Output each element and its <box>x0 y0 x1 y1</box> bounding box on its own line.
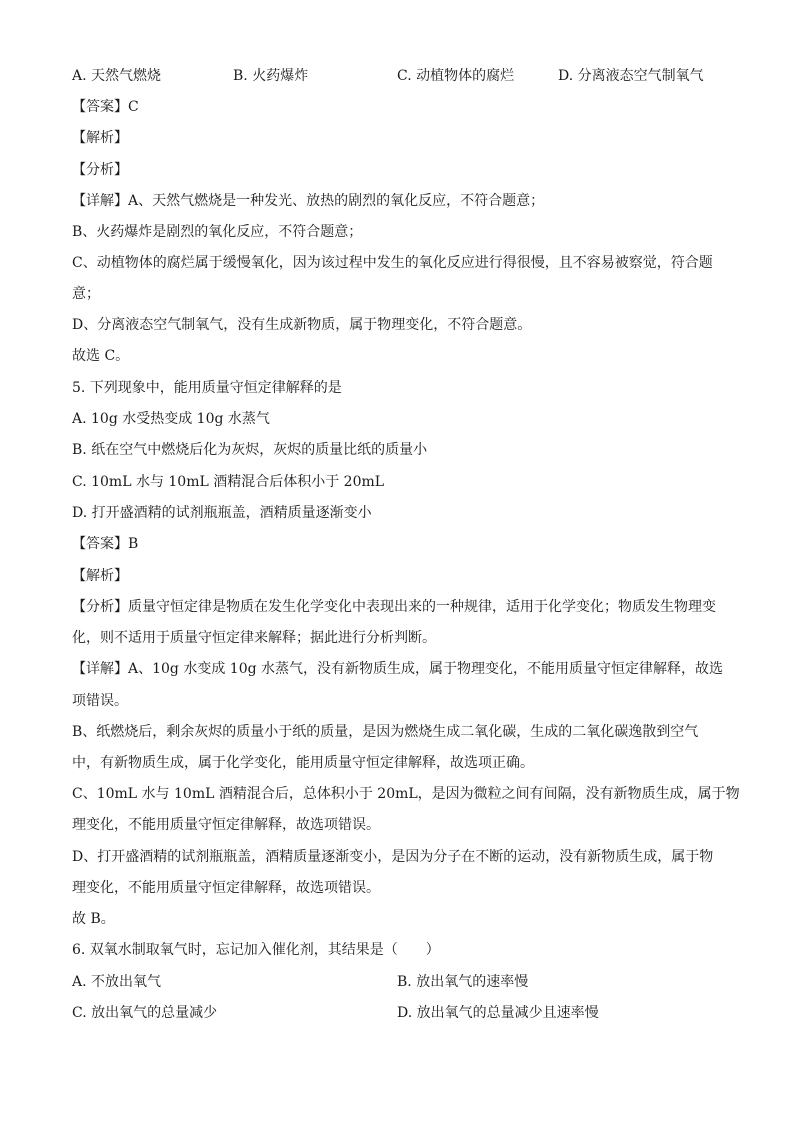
q4-fenxi-heading: 【分析】 <box>72 162 128 178</box>
q5-option-d: D. 打开盛酒精的试剂瓶瓶盖，酒精质量逐渐变小 <box>72 505 372 521</box>
q5-option-a: A. 10g 水受热变成 10g 水蒸气 <box>72 411 270 427</box>
q5-xiangjie-d-line-1: D、打开盛酒精的试剂瓶瓶盖，酒精质量逐渐变小，是因为分子在不断的运动，没有新物质生成，属于物 <box>72 849 714 865</box>
q6-option-a: A. 不放出氧气 <box>72 974 162 990</box>
q4-option-a: A. 天然气燃烧 <box>72 68 162 84</box>
q4-option-c: C. 动植物体的腐烂 <box>397 68 515 84</box>
q4-xiangjie-line-1: 【详解】A、天然气燃烧是一种发光、放热的剧烈的氧化反应，不符合题意； <box>72 193 545 209</box>
q5-option-b: B. 纸在空气中燃烧后化为灰烬，灰烬的质量比纸的质量小 <box>72 442 428 458</box>
q5-xiangjie-b-line-1: B、纸燃烧后，剩余灰烬的质量小于纸的质量，是因为燃烧生成二氧化碳，生成的二氧化碳逸散到空气 <box>72 724 699 740</box>
q5-fenxi-line-1: 【分析】质量守恒定律是物质在发生化学变化中表现出来的一种规律，适用于化学变化；物质发生物理变 <box>72 599 716 615</box>
q4-conclusion: 故选 C。 <box>72 348 130 364</box>
q5-jiexi-heading: 【解析】 <box>72 568 128 584</box>
q5-answer: 【答案】B <box>72 536 139 552</box>
q5-stem: 5. 下列现象中，能用质量守恒定律解释的是 <box>72 380 342 396</box>
q5-xiangjie-c-line-1: C、10mL 水与 10mL 酒精混合后，总体积小于 20mL，是因为微粒之间有间隔，没有新物质生成，属于物 <box>72 786 740 802</box>
q4-xiangjie-line-4: D、分离液态空气制氧气，没有生成新物质，属于物理变化，不符合题意。 <box>72 317 532 333</box>
q4-xiangjie-line-3b: 意； <box>72 286 100 302</box>
q5-option-c: C. 10mL 水与 10mL 酒精混合后体积小于 20mL <box>72 474 385 490</box>
q6-stem: 6. 双氧水制取氧气时，忘记加入催化剂，其结果是（ ） <box>72 942 440 958</box>
q4-xiangjie-line-2: B、火药爆炸是剧烈的氧化反应，不符合题意； <box>72 224 363 240</box>
q4-answer: 【答案】C <box>72 99 139 115</box>
q6-option-b: B. 放出氧气的速率慢 <box>397 974 529 990</box>
q4-jiexi-heading: 【解析】 <box>72 130 128 146</box>
q5-xiangjie-b-line-2: 中，有新物质生成，属于化学变化，能用质量守恒定律解释，故选项正确。 <box>72 755 534 771</box>
q5-xiangjie-a-line-1: 【详解】A、10g 水变成 10g 水蒸气，没有新物质生成，属于物理变化，不能用质量守恒定律解释，故选 <box>72 661 724 677</box>
q6-option-d: D. 放出氧气的总量减少且速率慢 <box>397 1005 599 1021</box>
q4-option-d: D. 分离液态空气制氧气 <box>558 68 704 84</box>
q5-xiangjie-a-line-2: 项错误。 <box>72 693 128 709</box>
q4-option-b: B. 火药爆炸 <box>233 68 309 84</box>
q5-xiangjie-c-line-2: 理变化，不能用质量守恒定律解释，故选项错误。 <box>72 817 380 833</box>
q5-conclusion: 故 B。 <box>72 911 115 927</box>
q4-xiangjie-line-3a: C、动植物体的腐烂属于缓慢氧化，因为该过程中发生的氧化反应进行得很慢，且不容易被察觉，符合题 <box>72 255 713 271</box>
q5-fenxi-line-2: 化，则不适用于质量守恒定律来解释；据此进行分析判断。 <box>72 630 436 646</box>
q6-option-c: C. 放出氧气的总量减少 <box>72 1005 218 1021</box>
q5-xiangjie-d-line-2: 理变化，不能用质量守恒定律解释，故选项错误。 <box>72 880 380 896</box>
